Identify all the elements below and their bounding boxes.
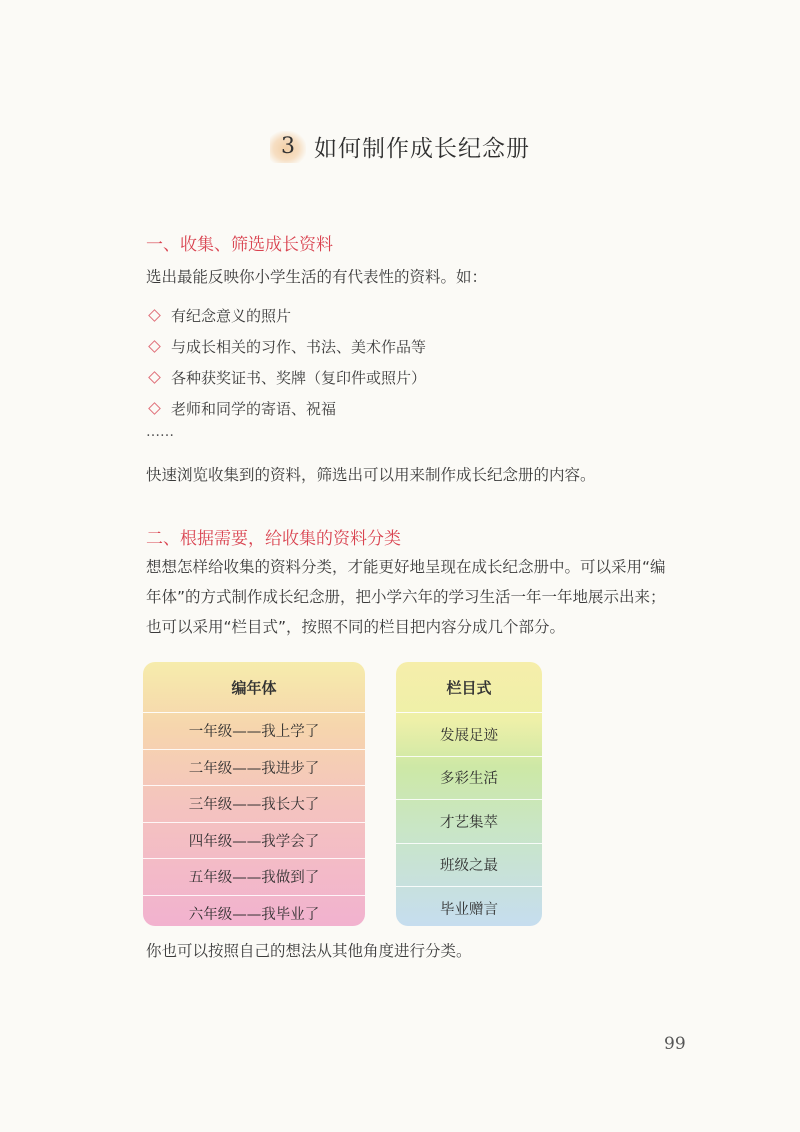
list-item: [146, 393, 426, 424]
diamond-bullet-icon: [148, 340, 161, 353]
columns-card-header: 栏目式: [396, 662, 542, 713]
list-item-text: 各种获奖证书、奖牌（复印件或照片）: [171, 369, 427, 387]
section2-heading: 二、根据需要，给收集的资料分类: [146, 529, 401, 549]
diamond-bullet-icon: [148, 402, 161, 415]
chronological-card-header: 编年体: [143, 662, 365, 713]
chronological-row: 五年级——我做到了: [143, 859, 365, 896]
closing-text: 你也可以按照自己的想法从其他角度进行分类。: [146, 942, 472, 960]
section1-heading: 一、收集、筛选成长资料: [146, 235, 333, 255]
section2-paragraph: 想想怎样给收集的资料分类，才能更好地呈现在成长纪念册中。可以采用“编年体”的方式制作成长纪念册，把小学六年的学习生活一年一年地展示出来；也可以采用“栏目式”，按照不同的栏目把内容分成几个部分。: [146, 558, 666, 636]
chronological-row: 三年级——我长大了: [143, 786, 365, 823]
list-item-text: 与成长相关的习作、书法、美术作品等: [171, 338, 427, 356]
section1-conclusion: 快速浏览收集到的资料，筛选出可以用来制作成长纪念册的内容。: [146, 466, 596, 484]
list-item: [146, 331, 426, 362]
columns-row: 发展足迹: [396, 713, 542, 757]
list-item-text: 老师和同学的寄语、祝福: [171, 400, 337, 418]
columns-row: 毕业赠言: [440, 901, 498, 918]
section1-intro: 选出最能反映你小学生活的有代表性的资料。如：: [146, 268, 488, 286]
columns-row: 才艺集萃: [396, 800, 542, 844]
columns-card: [396, 662, 542, 926]
lesson-title-text: 如何制作成长纪念册: [314, 136, 530, 162]
chronological-row: 二年级——我进步了: [143, 750, 365, 787]
list-item-text: 有纪念意义的照片: [171, 307, 292, 325]
chronological-row: 一年级——我上学了: [143, 713, 365, 750]
page-number: 99: [664, 1034, 686, 1054]
chronological-row: 六年级——我毕业了: [188, 906, 320, 923]
columns-row: 班级之最: [396, 844, 542, 888]
columns-row: 多彩生活: [396, 757, 542, 801]
material-list: [146, 300, 426, 424]
chronological-card: [143, 662, 365, 926]
list-item: [146, 362, 426, 393]
diamond-bullet-icon: [148, 309, 161, 322]
list-ellipsis: ……: [146, 424, 174, 440]
list-item: [146, 300, 426, 331]
lesson-title: [270, 130, 530, 163]
lesson-number-badge: 3: [270, 131, 306, 163]
chronological-row: 四年级——我学会了: [143, 823, 365, 860]
diamond-bullet-icon: [148, 371, 161, 384]
